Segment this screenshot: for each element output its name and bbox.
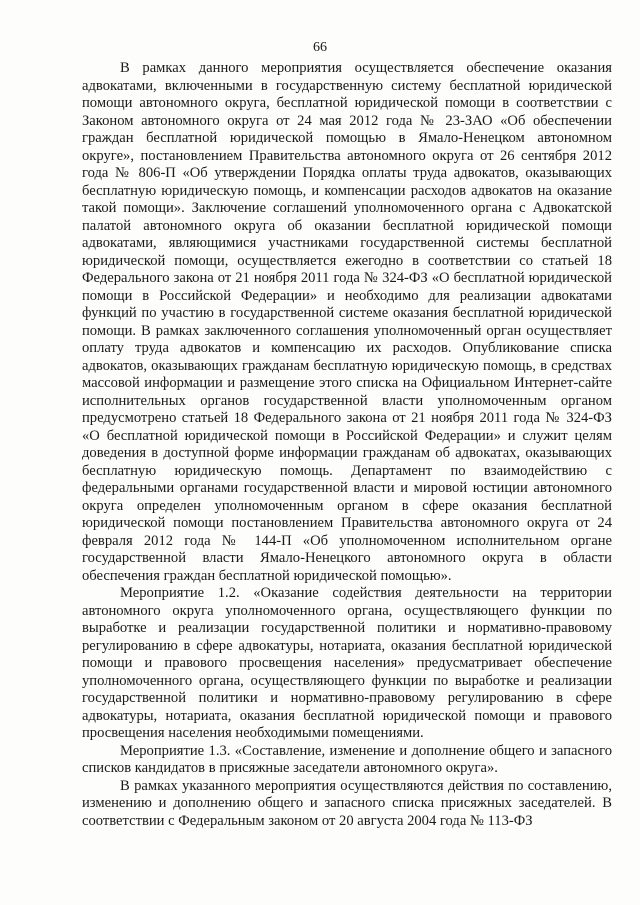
paragraph-free-legal-aid-lawyers: В рамках данного мероприятия осуществляется обеспечение оказания адвокатами, включенными в государственную систему бесплатной юридической помощи автономного округа, бесплатной юридической помощи в соответствии с Законом автономного округа от 24 мая 2012 года № 23-ЗАО «Об обеспечении граждан бесплатной юридической помощью в Ямало-Ненецком автономном округе», постановлением Правительства автономного округа от 26 сентября 2012 года № 806-П «Об утверждении Порядка оплаты труда адвокатов, оказывающих бесплатную юридическую помощь, и компенсации расходов адвокатов на оказание такой помощи». Заключение соглашений уполномоченного органа с Адвокатской палатой автономного округа об оказании бесплатной юридической помощи адвокатами, являющимися участниками государственной системы бесплатной юридической помощи, осуществляется ежегодно в соответствии со статьей 18 Федерального закона от 21 ноября 2011 года № 324-ФЗ «О бесплатной юридической помощи в Российской Федерации» и необходимо для реализации адвокатами функций по участию в государственной системе оказания бесплатной юридической помощи. В рамках заключенного соглашения уполномоченный орган осуществляет оплату труда адвокатов и компенсацию их расходов. Опубликование списка адвокатов, оказывающих гражданам бесплатную юридическую помощь, в средствах массовой информации и размещение этого списка на Официальном Интернет-сайте исполнительных органов государственной власти уполномоченным органом предусмотрено статьей 18 Федерального закона от 21 ноября 2011 года № 324-ФЗ «О бесплатной юридической помощи в Российской Федерации» и служит целям доведения в доступной форме информации гражданам об адвокатах, оказывающих бесплатную юридическую помощь. Департамент по взаимодействию с федеральными органами государственной власти и мировой юстиции автономного округа определен уполномоченным органом в сфере оказания бесплатной юридической помощи постановлением Правительства автономного округа от 24 февраля 2012 года № 144-П «Об уполномоченном исполнительном органе государственной власти Ямало-Ненецкого автономного округа в области обеспечения граждан бесплатной юридической помощью».	[82, 60, 612, 584]
paragraph-measure-1-3: Мероприятие 1.3. «Составление, изменение и дополнение общего и запасного списков кандидатов в присяжные заседатели автономного округа».	[82, 742, 612, 776]
paragraph-jurors-lists: В рамках указанного мероприятия осуществляются действия по составлению, изменению и дополнению общего и запасного списка присяжных заседателей. В соответствии с Федеральным законом от 20 августа 2004 года № 113-ФЗ	[82, 777, 612, 829]
page-number: 66	[313, 40, 327, 55]
paragraph-measure-1-2: Мероприятие 1.2. «Оказание содействия деятельности на территории автономного округа уполномоченного органа, осуществляющего функции по выработке и реализации государственной политики и нормативно-правовому регулированию в сфере адвокатуры, нотариата, оказания бесплатной юридической помощи и правового просвещения населения» предусматривает обеспечение уполномоченного органа, осуществляющего функции по выработке и реализации государственной политики и нормативно-правовому регулированию в сфере адвокатуры, нотариата, оказания бесплатной юридической помощи и правового просвещения населения необходимыми помещениями.	[82, 585, 612, 741]
document-body	[82, 60, 612, 830]
